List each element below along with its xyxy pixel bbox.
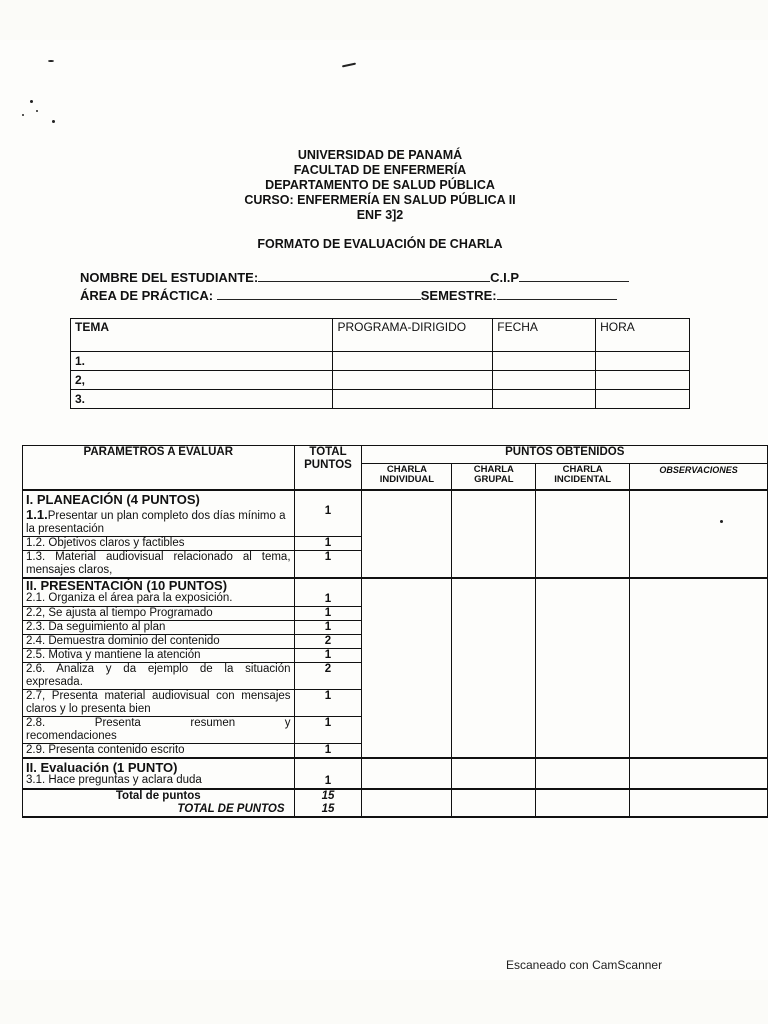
item-text: 2.9. Presenta contenido escrito (23, 743, 295, 758)
item-text (26, 508, 291, 536)
header-line: UNIVERSIDAD DE PANAMÁ (297, 148, 463, 162)
item-text-body: Presentar un plan completo dos días mínimo a la presentación (26, 509, 286, 535)
tema-row-number: 1. (71, 352, 333, 371)
item-word: y (284, 716, 291, 729)
tema-cell[interactable] (333, 371, 493, 390)
item-text: 2.6. Analiza y da ejemplo de la situación expresada. (23, 662, 295, 689)
tema-cell[interactable] (493, 371, 596, 390)
sub-header-line: CHARLA (473, 464, 514, 475)
semester-line[interactable] (497, 288, 617, 300)
item-word: resumen (190, 716, 236, 729)
total-header-line: PUNTOS (304, 459, 352, 471)
section-title: II. PRESENTACIÓN (10 PUNTOS) (26, 577, 228, 593)
total-value: 15 (321, 802, 335, 815)
programa-header: PROGRAMA-DIRIGIDO (333, 319, 493, 352)
charla-grupal-header (452, 464, 536, 490)
section-title: I. PLANEACIÓN (4 PUNTOS) (26, 491, 200, 507)
cip-label: C.I.P (490, 270, 520, 285)
tema-row-number: 2, (71, 371, 333, 390)
item-points: 1 (294, 606, 362, 620)
item-points: 1 (294, 620, 362, 634)
tema-cell[interactable] (333, 352, 493, 371)
observations-header: OBSERVACIONES (630, 464, 768, 490)
item-text: 2.2, Se ajusta al tiempo Programado (23, 606, 295, 620)
section-title: II. Evaluación (1 PUNTO) (26, 759, 178, 775)
score-cell[interactable] (452, 490, 536, 578)
totals-labels (23, 789, 295, 817)
scan-speck (48, 60, 54, 62)
item-points: 1 (294, 550, 362, 578)
item-points: 1 (294, 578, 362, 607)
item-text: 2.3. Da seguimiento al plan (23, 620, 295, 634)
item-word: recomendaciones (26, 729, 117, 742)
item-text: 2.4. Demuestra dominio del contenido (23, 634, 295, 648)
scan-speck (30, 100, 33, 103)
tema-row-number: 3. (71, 390, 333, 409)
tema-cell[interactable] (493, 352, 596, 371)
item-points: 1 (294, 648, 362, 662)
params-header: PARAMETROS A EVALUAR (23, 446, 295, 490)
tema-cell[interactable] (493, 390, 596, 409)
total-label-caps: TOTAL DE PUNTOS (177, 802, 285, 815)
item-points: 1 (294, 743, 362, 758)
cip-line[interactable] (519, 270, 629, 282)
score-cell[interactable] (362, 578, 452, 758)
header-line: ENF 3]2 (356, 208, 404, 222)
tema-table (70, 318, 690, 409)
item-points: 1 (294, 490, 362, 537)
table-row (23, 490, 768, 537)
totals-row (23, 789, 768, 817)
score-cell[interactable] (362, 490, 452, 578)
scan-speck (36, 110, 38, 112)
total-value: 15 (321, 789, 335, 802)
item-points: 2 (294, 634, 362, 648)
sub-header-line: INCIDENTAL (554, 474, 612, 485)
item-points: 1 (294, 716, 362, 743)
scan-speck (22, 114, 24, 116)
total-header-line: TOTAL (309, 446, 347, 458)
item-text: 3.1. Hace preguntas y aclara duda (26, 773, 202, 786)
total-points-header (294, 446, 362, 490)
item-points: 2 (294, 662, 362, 689)
area-field-row (80, 288, 617, 303)
tema-header: TEMA (71, 319, 333, 352)
tema-cell[interactable] (596, 352, 690, 371)
institution-header (180, 148, 580, 223)
item-points: 1 (294, 758, 362, 789)
score-cell[interactable] (452, 578, 536, 758)
item-points: 1 (294, 689, 362, 716)
observation-cell[interactable] (630, 789, 768, 817)
tema-row (71, 352, 690, 371)
hora-header: HORA (596, 319, 690, 352)
item-index: 1.1. (26, 506, 48, 522)
area-label: ÁREA DE PRÁCTICA: (80, 288, 214, 303)
item-word: 2.8. (26, 716, 46, 729)
sub-header-line: GRUPAL (474, 474, 514, 485)
score-cell[interactable] (536, 490, 630, 578)
item-text: 2.1. Organiza el área para la exposición. (26, 591, 233, 604)
tema-cell[interactable] (596, 371, 690, 390)
total-label: Total de puntos (115, 789, 201, 802)
item-text: 2.5. Motiva y mantiene la atención (23, 648, 295, 662)
table-row (23, 758, 768, 789)
score-cell[interactable] (362, 758, 452, 789)
item-text: 1.2. Objetivos claros y factibles (23, 536, 295, 550)
student-name-line[interactable] (258, 270, 490, 282)
table-row (23, 578, 768, 607)
item-2-8-line (26, 717, 291, 730)
observation-cell[interactable] (630, 578, 768, 758)
score-cell[interactable] (536, 758, 630, 789)
section-evaluacion (23, 758, 295, 789)
tema-cell[interactable] (333, 390, 493, 409)
section-presentacion (23, 578, 295, 607)
charla-individual-header (362, 464, 452, 490)
tema-row (71, 371, 690, 390)
fecha-header: FECHA (493, 319, 596, 352)
obtained-points-header: PUNTOS OBTENIDOS (362, 446, 768, 464)
item-text (23, 716, 295, 743)
area-line[interactable] (217, 288, 421, 300)
sub-header-line: CHARLA (562, 464, 603, 475)
score-cell[interactable] (536, 578, 630, 758)
item-word: Presenta (94, 716, 141, 729)
tema-row (71, 390, 690, 409)
item-text: 2.7, Presenta material audiovisual con mensajes claros y lo presenta bien (23, 689, 295, 716)
charla-incidental-header (536, 464, 630, 490)
score-cell[interactable] (452, 758, 536, 789)
scanner-watermark: Escaneado con CamScanner (506, 958, 663, 972)
form-title: FORMATO DE EVALUACIÓN DE CHARLA (257, 237, 503, 251)
score-cell[interactable] (452, 789, 536, 817)
score-cell[interactable] (362, 789, 452, 817)
header-line: CURSO: ENFERMERÍA EN SALUD PÚBLICA II (244, 193, 516, 207)
semester-label: SEMESTRE: (420, 288, 497, 303)
tema-cell[interactable] (596, 390, 690, 409)
score-cell[interactable] (536, 789, 630, 817)
observation-cell[interactable] (630, 490, 768, 578)
scan-speck (52, 120, 55, 123)
student-field-row (80, 270, 629, 285)
sub-header-line: CHARLA (386, 464, 427, 475)
item-text: 1.3. Material audiovisual relacionado al tema, mensajes claros, (23, 550, 295, 578)
section-planeacion (23, 490, 295, 537)
header-line: DEPARTAMENTO DE SALUD PÚBLICA (265, 178, 495, 192)
item-points: 1 (294, 536, 362, 550)
sub-header-line: INDIVIDUAL (379, 474, 435, 485)
header-line: FACULTAD DE ENFERMERÍA (293, 163, 467, 177)
student-name-label: NOMBRE DEL ESTUDIANTE: (80, 270, 259, 285)
totals-values (294, 789, 362, 817)
observation-cell[interactable] (630, 758, 768, 789)
evaluation-table (22, 445, 768, 818)
